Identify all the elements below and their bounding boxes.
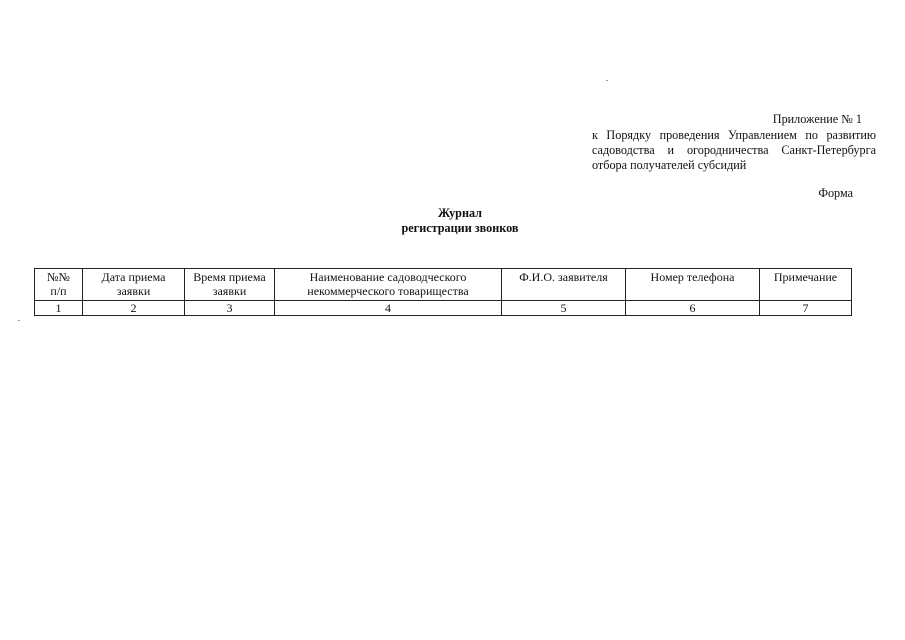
- column-number-1: 1: [35, 301, 83, 316]
- header-applicant-name-line-1: Ф.И.О. заявителя: [519, 270, 608, 284]
- column-number-4: 4: [275, 301, 502, 316]
- column-number-2: 2: [83, 301, 185, 316]
- header-note: [760, 269, 852, 301]
- scan-speck: [606, 80, 608, 81]
- table-row: [35, 301, 852, 316]
- scan-speck: [18, 320, 20, 321]
- header-request-date: [83, 269, 185, 301]
- header-partnership-name-line-2: некоммерческого товарищества: [307, 284, 469, 298]
- header-note-line-1: Примечание: [773, 270, 838, 284]
- call-register-table: [34, 268, 852, 316]
- header-request-time: [185, 269, 275, 301]
- column-number-7: 7: [760, 301, 852, 316]
- header-number-line-1: №№: [47, 270, 70, 284]
- header-partnership-name-line-1: Наименование садоводческого: [309, 270, 467, 284]
- appendix-title: Приложение № 1: [772, 112, 862, 126]
- journal-title: [340, 206, 580, 236]
- journal-title-line-2: регистрации звонков: [401, 221, 519, 235]
- header-request-time-line-1: Время приема: [193, 270, 266, 284]
- header-request-date-line-2: заявки: [116, 284, 151, 298]
- table-header-row: [35, 269, 852, 301]
- header-phone-number-line-1: Номер телефона: [650, 270, 735, 284]
- appendix-line-1: к Порядку проведения Управлением по развитию: [592, 128, 876, 142]
- journal-title-line-1: Журнал: [437, 206, 483, 220]
- appendix-block: [592, 112, 876, 173]
- header-number-line-2: п/п: [50, 284, 67, 298]
- appendix-line-2: садоводства и огородничества Санкт-Петербурга: [592, 143, 876, 157]
- appendix-line-3: отбора получателей субсидий: [592, 158, 747, 172]
- header-number: [35, 269, 83, 301]
- column-number-3: 3: [185, 301, 275, 316]
- header-request-time-line-2: заявки: [212, 284, 247, 298]
- header-phone-number: [626, 269, 760, 301]
- column-number-5: 5: [502, 301, 626, 316]
- header-request-date-line-1: Дата приема: [101, 270, 166, 284]
- column-number-6: 6: [626, 301, 760, 316]
- form-label: Форма: [818, 186, 853, 200]
- header-partnership-name: [275, 269, 502, 301]
- header-applicant-name: [502, 269, 626, 301]
